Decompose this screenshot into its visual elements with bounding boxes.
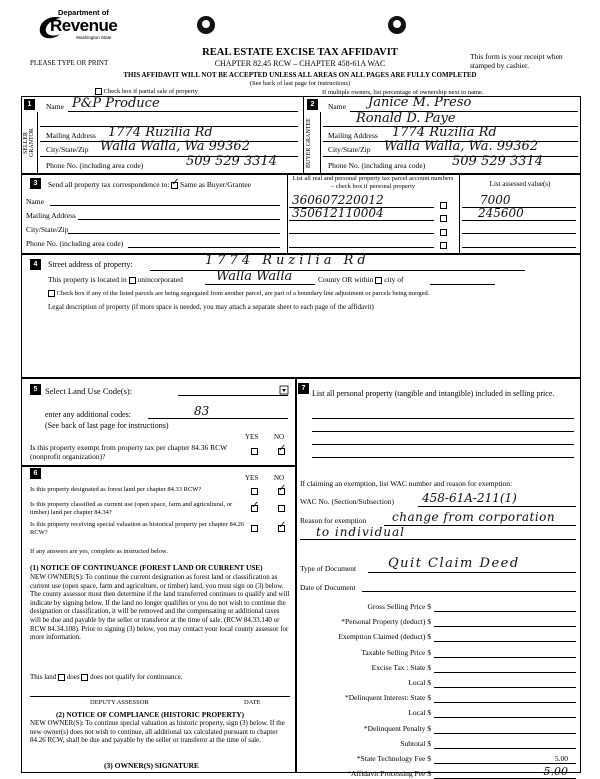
this-land-label: This land [30,673,57,681]
buyer-city-value[interactable]: Walla Walla, Wa. 99362 [384,139,539,154]
compliance-title: (2) NOTICE OF COMPLIANCE (HISTORIC PROPERTY) [56,710,245,719]
buyer-grantee-side-label: BUYER GRANTEE [306,118,312,168]
fee-label: *State Technology Fee $ [356,754,431,763]
parcel-1-personal-checkbox[interactable] [440,202,447,209]
assessed-header: List assessed value(s) [489,180,551,188]
unincorporated-checkbox[interactable] [129,277,136,284]
land-use-label: Select Land Use Code(s): [45,386,133,396]
county-row [318,275,404,284]
wac-value[interactable]: 458-61A-211(1) [422,491,517,505]
s6-yes-header: YES [245,474,259,482]
seller-phone-label: Phone No. (including area code) [46,161,144,170]
warning-line: THIS AFFIDAVIT WILL NOT BE ACCEPTED UNLESS ALL AREAS ON ALL PAGES ARE FULLY COMPLETED [123,71,477,79]
seller-mailing-value[interactable]: 1774 Ruzilia Rd [108,125,213,140]
send-correspondence [48,180,251,189]
exempt-question: Is this property exempt from property tax per chapter 84.36 RCW (nonprofit organization)? [30,443,228,461]
buyer-city-label: City/State/Zip [328,145,371,154]
punch-hole-right [388,16,406,34]
seller-grantor-side-label: SELLER GRANTOR [23,128,35,158]
seller-mailing-label: Mailing Address [46,131,96,140]
fee-label: Local $ [408,708,431,718]
doc-type-value[interactable]: Quit Claim Deed [388,556,520,571]
parcel-3-personal-checkbox[interactable] [440,229,447,236]
form-title: REAL ESTATE EXCISE TAX AFFIDAVIT [202,47,398,58]
deputy-date-label: DATE [244,699,261,706]
does-checkbox[interactable] [58,674,65,681]
send-correspondence-label: Send all property tax correspondence to: [48,180,170,189]
dor-logo [36,6,126,56]
exemption-label: If claiming an exemption, list WAC number and reason for exemption: [300,479,513,488]
doc-type-label: Type of Document [300,564,357,573]
historic-no-checkbox[interactable] [278,525,285,532]
s5-see-back: (See back of last page for instructions) [45,421,169,430]
segregated-checkbox[interactable] [48,290,55,297]
does-not-label: does not [90,673,114,681]
receipt-note: This form is your receipt when stamped by cashier. [470,52,563,70]
personal-property-label: List all personal property (tangible and intangible) included in selling price. [312,389,555,398]
additional-codes-value[interactable]: 83 [194,404,210,418]
fee-label: Taxable Selling Price $ [361,647,431,657]
section-6-number: 6 [30,468,41,479]
s3-name-label: Name [26,197,44,206]
within-city-checkbox[interactable] [375,277,382,284]
form-chapters: CHAPTER 82.45 RCW – CHAPTER 458-61A WAC [214,59,386,68]
forest-question: Is this property designated as forest land per chapter 84.33 RCW? [30,486,202,493]
s5-yes-header: YES [245,433,259,441]
logo-line1: Department of [58,8,109,17]
fee-label: Gross Selling Price $ [367,602,431,611]
located-row [48,275,183,284]
this-land-row [30,673,182,681]
county-label: County OR within [318,275,374,284]
compliance-text: NEW OWNER(S): To continue special valuation as historic property, sign (3) below. If the new owner(s) does not wish to continue, all additional tax calculated pursuant to chapter 84.26 RCW, shall be due and payable by the seller or transferor at the time of sale. [30,719,285,745]
partial-sale-row [95,88,198,95]
land-use-dropdown[interactable] [178,386,288,396]
reason-label: Reason for exemption [300,516,367,525]
buyer-phone-label: Phone No. (including area code) [328,161,426,170]
s3-mailing-label: Mailing Address [26,211,76,220]
buyer-name-label: Name [328,102,346,111]
does-not-checkbox[interactable] [81,674,88,681]
multiple-owners-note: If multiple owners, list percentage of ownership next to name. [322,89,484,96]
current-use-no-checkbox[interactable] [278,505,285,512]
partial-sale-label: Check box if partial sale of property [103,88,198,95]
located-label: This property is located in [48,275,127,284]
deputy-assessor-label: DEPUTY ASSESSOR [90,699,149,706]
s3-phone-label: Phone No. (including area code) [26,239,124,248]
seller-name-label: Name [46,102,64,111]
fee-label: *Personal Property (deduct) $ [341,617,431,627]
current-use-question: Is this property classified as current use (open space, farm and agricultural, or timber) land per chapter 84.34? [30,501,233,516]
parcel-2-personal-checkbox[interactable] [440,215,447,222]
buyer-name-value-1[interactable]: Janice M. Preso [368,95,472,110]
section-4-box [21,254,581,378]
see-back-header: (See back of last page for instructions) [249,80,351,87]
fee-value[interactable]: 5.00 [543,765,568,779]
logo-word: Revenue [50,16,118,35]
county-value[interactable]: Walla Walla [216,269,293,284]
continuance-text: NEW OWNER(S): To continue the current designation as forest land or classification as current use (open space, farm and agriculture, or timber) land, you must sign on (3) below. The county assessor must then determine if the land transferred continues to qualify and will indicate by signing below. If the land no longer qualifies or you do not wish to continue the designation or classification, it will be removed and the compensating or additional taxes will be due and payable by the seller or transferor at the time of sale. (RCW 84.33.140 or RCW 84.34.108). Prior to signing (3) below, you may contact your local county assessor for more information. [30,573,290,642]
reason-value-1[interactable]: change from corporation [392,510,556,524]
forest-no-checkbox[interactable] [278,488,285,495]
dropdown-arrow-icon [280,386,288,394]
does-label: does [66,673,80,681]
historic-yes-checkbox[interactable] [251,525,258,532]
partial-sale-checkbox[interactable] [95,88,102,95]
city-of-label: city of [384,275,404,284]
fee-label: Exemption Claimed (deduct) $ [338,632,431,642]
punch-hole-left [197,16,215,34]
fee-label: Local $ [408,678,431,687]
parcel-2-value[interactable]: 350612110004 [292,206,384,220]
s3-city-label: City/State/Zip [26,225,69,234]
same-as-buyer-label: Same as Buyer/Grantee [180,180,251,189]
wac-label: WAC No. (Section/Subsection) [300,497,394,506]
seller-name-value[interactable]: P&P Produce [72,96,160,111]
legal-desc-label: Legal description of property (if more space is needed, you may attach a separate sheet to each page of the affidavit) [48,303,374,311]
segregated-row [48,290,429,297]
doc-date-label: Date of Document [300,583,356,592]
fee-label: *Affidavit Processing Fee $ [347,769,431,779]
assessed-2-value[interactable]: 245600 [478,206,524,220]
parcel-1-value[interactable]: 360607220012 [292,193,384,207]
exempt-yes-checkbox[interactable] [251,448,258,455]
same-as-buyer-checkbox[interactable] [171,182,178,189]
current-use-yes-checkbox[interactable] [251,505,258,512]
historic-question: Is this property receiving special valuation as historical property per chapter 84.26 RCW? [30,521,245,536]
seller-phone-value[interactable]: 509 529 3314 [186,154,277,169]
section-1-number: 1 [24,99,35,110]
unincorporated-label: unincorporated [137,275,183,284]
s6-no-header: NO [274,474,285,482]
seller-city-label: City/State/Zip [46,145,89,154]
fee-label: *Delinquent Interest: State $ [344,693,431,703]
exempt-no-checkbox[interactable] [278,448,285,455]
seller-city-value[interactable]: Walla Walla, Wa 99362 [100,139,250,154]
segregated-label: Check box if any of the listed parcels are being segregated from another parcel, are part of a boundary line adjustment or parcels being merged. [56,290,430,297]
additional-codes-label: enter any additional codes: [45,410,131,419]
section-2-number: 2 [307,99,318,110]
buyer-phone-value[interactable]: 509 529 3314 [452,154,543,169]
fee-label: Subtotal $ [400,738,431,748]
owner-signature-title: (3) OWNER(S) SIGNATURE [104,761,199,770]
section-7-number: 7 [298,383,309,394]
logo-state: Washington State [76,35,112,40]
street-value[interactable]: 1774 Ruzilia Rd [205,253,370,268]
street-label: Street address of property: [48,260,133,269]
continuance-title: (1) NOTICE OF CONTINUANCE (FOREST LAND OR CURRENT USE) [30,563,263,572]
any-yes-note: If any answers are yes, complete as instructed below. [30,548,168,555]
assessed-1-value[interactable]: 7000 [480,193,511,207]
section-4-number: 4 [30,259,41,270]
forest-yes-checkbox[interactable] [251,488,258,495]
buyer-mailing-label: Mailing Address [328,131,378,140]
fee-label: *Delinquent Penalty $ [363,723,431,733]
section-3-number: 3 [30,178,41,189]
buyer-mailing-value[interactable]: 1774 Ruzilia Rd [392,125,497,140]
buyer-name-value-2[interactable]: Ronald D. Paye [356,111,456,126]
parcel-4-personal-checkbox[interactable] [440,242,447,249]
please-type: PLEASE TYPE OR PRINT [30,59,109,67]
section-5-number: 5 [30,384,41,395]
qualify-label: qualify for continuance. [115,673,183,681]
fee-value[interactable]: 5.00 [554,754,568,763]
fee-label: Excise Tax : State $ [371,662,431,672]
reason-value-2[interactable]: to individual [316,525,405,539]
parcels-header: List all real and personal property tax parcel account numbers – check box if personal property [292,175,454,190]
s5-no-header: NO [274,433,285,441]
